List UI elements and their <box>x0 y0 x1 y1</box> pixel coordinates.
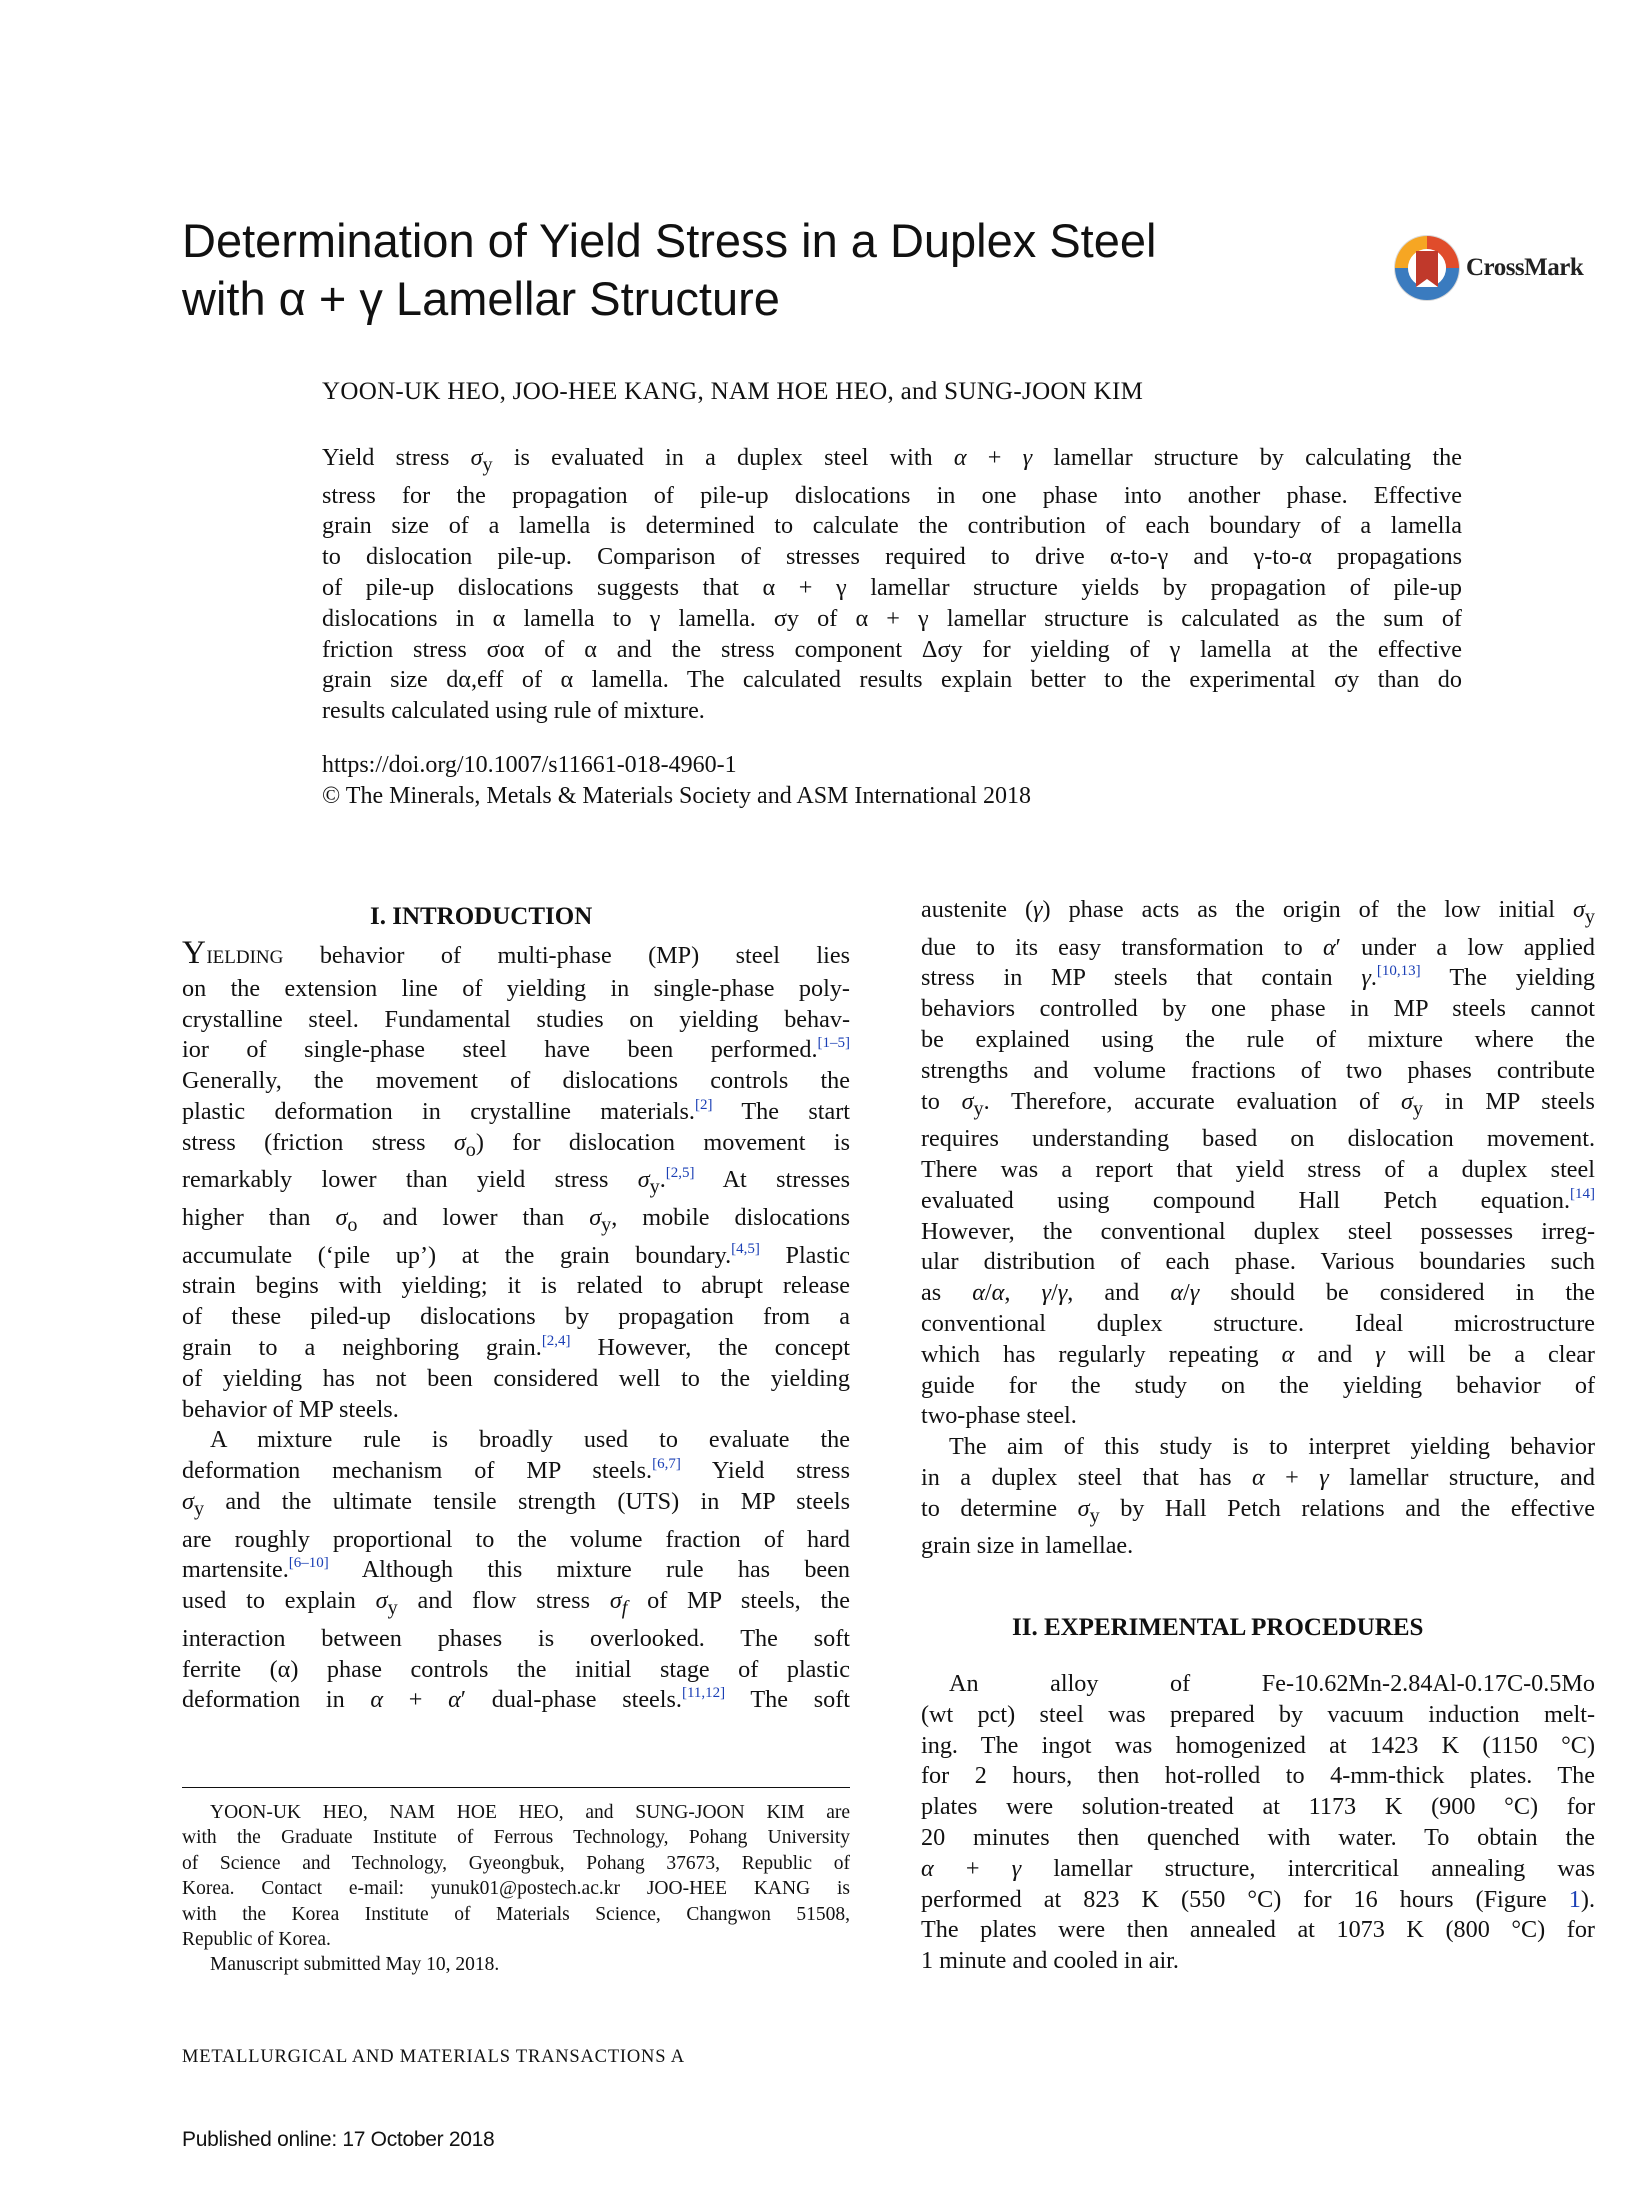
citation-link: [10,13] <box>1376 963 1421 980</box>
experimental-heading: II. EXPERIMENTAL PROCEDURES <box>1012 1614 1424 1641</box>
text-line: for 2 hours, then hot-rolled to 4-mm-thick plates. The <box>921 1762 1595 1790</box>
author-list: YOON-UK HEO, JOO-HEE KANG, NAM HOE HEO, and SUNG-JOON KIM <box>322 378 1144 405</box>
text-line: 20 minutes then quenched with water. To obtain the <box>921 1823 1595 1851</box>
left-column <box>182 935 851 1716</box>
text-line: performed at 823 K (550 °C) for 16 hours (Figure 1). <box>921 1885 1595 1913</box>
doi-link[interactable]: https://doi.org/10.1007/s11661-018-4960-1 <box>322 752 737 778</box>
text-line: deformation in α + α′ dual-phase steels.[11,12] The soft <box>182 1685 850 1714</box>
citation-link: [2,5] <box>665 1165 695 1182</box>
text-line: are roughly proportional to the volume fraction of hard <box>182 1525 850 1553</box>
text-line: deformation mechanism of MP steels.[6,7] Yield stress <box>182 1456 850 1485</box>
text-line: stress (friction stress $\sigma_o$) for dislocation movement is <box>182 1128 850 1161</box>
text-line: An alloy of Fe-10.62Mn-2.84Al-0.17C-0.5Mo <box>949 1670 1595 1697</box>
footnote-line: with the Graduate Institute of Ferrous Technology, Pohang University <box>182 1827 850 1849</box>
text-line: in a duplex steel that has α + γ lamellar structure, and <box>921 1464 1595 1491</box>
text-line: strain begins with yielding; it is related to abrupt release <box>182 1272 850 1300</box>
copyright-notice: © The Minerals, Metals & Materials Society and ASM International 2018 <box>322 783 1031 809</box>
abstract-line: friction stress σoα of α and the stress component Δσy for yielding of γ lamella at the effective <box>322 635 1462 663</box>
text-line: conventional duplex structure. Ideal microstructure <box>921 1310 1595 1338</box>
text-line: The plates were then annealed at 1073 K (800 °C) for <box>921 1916 1595 1944</box>
text-line: grain to a neighboring grain.[2,4] However, the concept <box>182 1333 850 1362</box>
abstract-line: dislocations in α lamella to γ lamella. σy of α + γ lamellar structure is calculated as the sum of <box>322 604 1462 632</box>
footnote-divider <box>182 1787 850 1788</box>
text-line: accumulate (‘pile up’) at the grain boundary.[4,5] Plastic <box>182 1240 851 1269</box>
text-line: YIELDING behavior of multi-phase (MP) steel lies <box>182 935 850 971</box>
text-line: used to explain $\sigma_y$ and flow stress $\sigma_f$ of MP steels, the <box>182 1587 851 1620</box>
experimental-section <box>921 1669 1595 1977</box>
manuscript-submitted: Manuscript submitted May 10, 2018. <box>210 1954 500 1976</box>
abstract-line: Yield stress $\sigma_y$ is evaluated in a duplex steel with α + γ lamellar structure by calculating the <box>322 444 1462 476</box>
abstract-line: stress for the propagation of pile-up dislocations in one phase into another phase. Effective <box>322 481 1462 509</box>
text-line: to $\sigma_y$. Therefore, accurate evaluation of $\sigma_y$ in MP steels <box>921 1087 1595 1120</box>
intro-heading: I. INTRODUCTION <box>370 903 593 930</box>
text-line: of these piled-up dislocations by propagation from a <box>182 1303 850 1331</box>
citation-link: [2,4] <box>541 1333 571 1350</box>
text-line: ular distribution of each phase. Various boundaries such <box>921 1248 1595 1276</box>
text-line: martensite.[6–10] Although this mixture rule has been <box>182 1555 850 1584</box>
text-line: α + γ lamellar structure, intercritical annealing was <box>921 1854 1595 1882</box>
text-line: There was a report that yield stress of a duplex steel <box>921 1156 1595 1184</box>
text-line: guide for the study on the yielding behavior of <box>921 1371 1595 1399</box>
citation-link: [2] <box>694 1096 713 1113</box>
text-line: which has regularly repeating α and γ will be a clear <box>921 1340 1595 1368</box>
text-line: be explained using the rule of mixture where the <box>921 1026 1595 1054</box>
crossmark-label: CrossMark <box>1466 254 1584 281</box>
text-line: interaction between phases is overlooked. The soft <box>182 1624 850 1652</box>
text-line: grain size in lamellae. <box>921 1532 1134 1560</box>
text-line: remarkably lower than yield stress $\sigma_y.[2,5]$ At stresses <box>182 1165 851 1199</box>
text-line: evaluated using compound Hall Petch equation.[14] <box>921 1185 1595 1214</box>
published-date: Published online: 17 October 2018 <box>182 2128 495 2151</box>
text-line: on the extension line of yielding in single-phase poly- <box>182 974 850 1002</box>
figure-link: 1 <box>1568 1885 1581 1913</box>
text-line: (wt pct) steel was prepared by vacuum induction melt- <box>921 1700 1595 1728</box>
text-line: $\sigma_y$ and the ultimate tensile strength (UTS) in MP steels <box>182 1488 850 1520</box>
abstract-line: to dislocation pile-up. Comparison of stresses required to drive α-to-γ and γ-to-α propagations <box>322 543 1462 571</box>
text-line: crystalline steel. Fundamental studies on yielding behav- <box>182 1005 850 1033</box>
text-line: of yielding has not been considered well to the yielding <box>182 1364 850 1392</box>
abstract-line: results calculated using rule of mixture. <box>322 697 705 725</box>
citation-link: [11,12] <box>681 1685 726 1702</box>
text-line: austenite (γ) phase acts as the origin of the low initial $\sigma_y$ <box>921 896 1595 928</box>
abstract-line: grain size dα,eff of α lamella. The calculated results explain better to the experimental σy than do <box>322 666 1462 694</box>
abstract-line: of pile-up dislocations suggests that α + γ lamellar structure yields by propagation of pile-up <box>322 574 1462 602</box>
abstract-line: grain size of a lamella is determined to calculate the contribution of each boundary of a lamella <box>322 512 1462 540</box>
text-line: Generally, the movement of dislocations controls the <box>182 1067 850 1095</box>
crossmark-icon <box>1392 233 1462 303</box>
right-column <box>921 895 1595 1562</box>
text-line: higher than $\sigma_o$ and lower than $\sigma_y$, mobile dislocations <box>182 1204 851 1236</box>
title-line-1: Determination of Yield Stress in a Duplex Steel <box>182 214 1157 267</box>
text-line: 1 minute and cooled in air. <box>921 1947 1179 1975</box>
footnote-line: Republic of Korea. <box>182 1929 331 1951</box>
doi-block <box>322 750 1031 812</box>
citation-link: [14] <box>1570 1185 1595 1202</box>
author-footnote <box>182 1800 850 1978</box>
footnote-line: with the Korea Institute of Materials Science, Changwon 51508, <box>182 1903 850 1925</box>
abstract <box>322 443 1462 727</box>
text-line: as α/α, γ/γ, and α/γ should be considered in the <box>921 1279 1595 1307</box>
text-line: ior of single-phase steel have been performed.[1–5] <box>182 1035 850 1064</box>
text-line: plates were solution-treated at 1173 K (900 °C) for <box>921 1793 1595 1821</box>
citation-link: [1–5] <box>817 1035 850 1052</box>
text-line: stress in MP steels that contain γ.[10,13] The yielding <box>921 963 1596 992</box>
text-line: due to its easy transformation to α′ under a low applied <box>921 933 1596 961</box>
citation-link: [4,5] <box>731 1240 760 1257</box>
citation-link: [6,7] <box>652 1456 681 1473</box>
text-line: behaviors controlled by one phase in MP steels cannot <box>921 995 1595 1023</box>
title-line-2: with α + γ Lamellar Structure <box>182 272 780 325</box>
crossmark-badge[interactable] <box>1392 232 1602 304</box>
text-line: A mixture rule is broadly used to evaluate the <box>210 1426 850 1454</box>
paper-title <box>182 212 1332 328</box>
text-line: ferrite (α) phase controls the initial stage of plastic <box>182 1655 850 1683</box>
footnote-line: YOON-UK HEO, NAM HOE HEO, and SUNG-JOON KIM are <box>210 1802 850 1823</box>
text-line: two-phase steel. <box>921 1402 1077 1430</box>
text-line: behavior of MP steels. <box>182 1395 399 1423</box>
text-line: The aim of this study is to interpret yielding behavior <box>949 1433 1595 1461</box>
text-line: plastic deformation in crystalline materials.[2] The start <box>182 1096 850 1125</box>
footnote-line: Korea. Contact e-mail: yunuk01@postech.ac.kr JOO-HEE KANG is <box>182 1878 850 1900</box>
text-line: ing. The ingot was homogenized at 1423 K (1150 °C) <box>921 1731 1595 1759</box>
citation-link: [6–10] <box>288 1555 329 1572</box>
text-line: strengths and volume fractions of two phases contribute <box>921 1056 1595 1084</box>
journal-name: METALLURGICAL AND MATERIALS TRANSACTIONS A <box>182 2047 685 2067</box>
text-line: However, the conventional duplex steel possesses irreg- <box>921 1217 1595 1245</box>
text-line: requires understanding based on dislocation movement. <box>921 1125 1595 1153</box>
footnote-line: of Science and Technology, Gyeongbuk, Pohang 37673, Republic of <box>182 1852 850 1874</box>
text-line: to determine $\sigma_y$ by Hall Petch relations and the effective <box>921 1494 1595 1527</box>
